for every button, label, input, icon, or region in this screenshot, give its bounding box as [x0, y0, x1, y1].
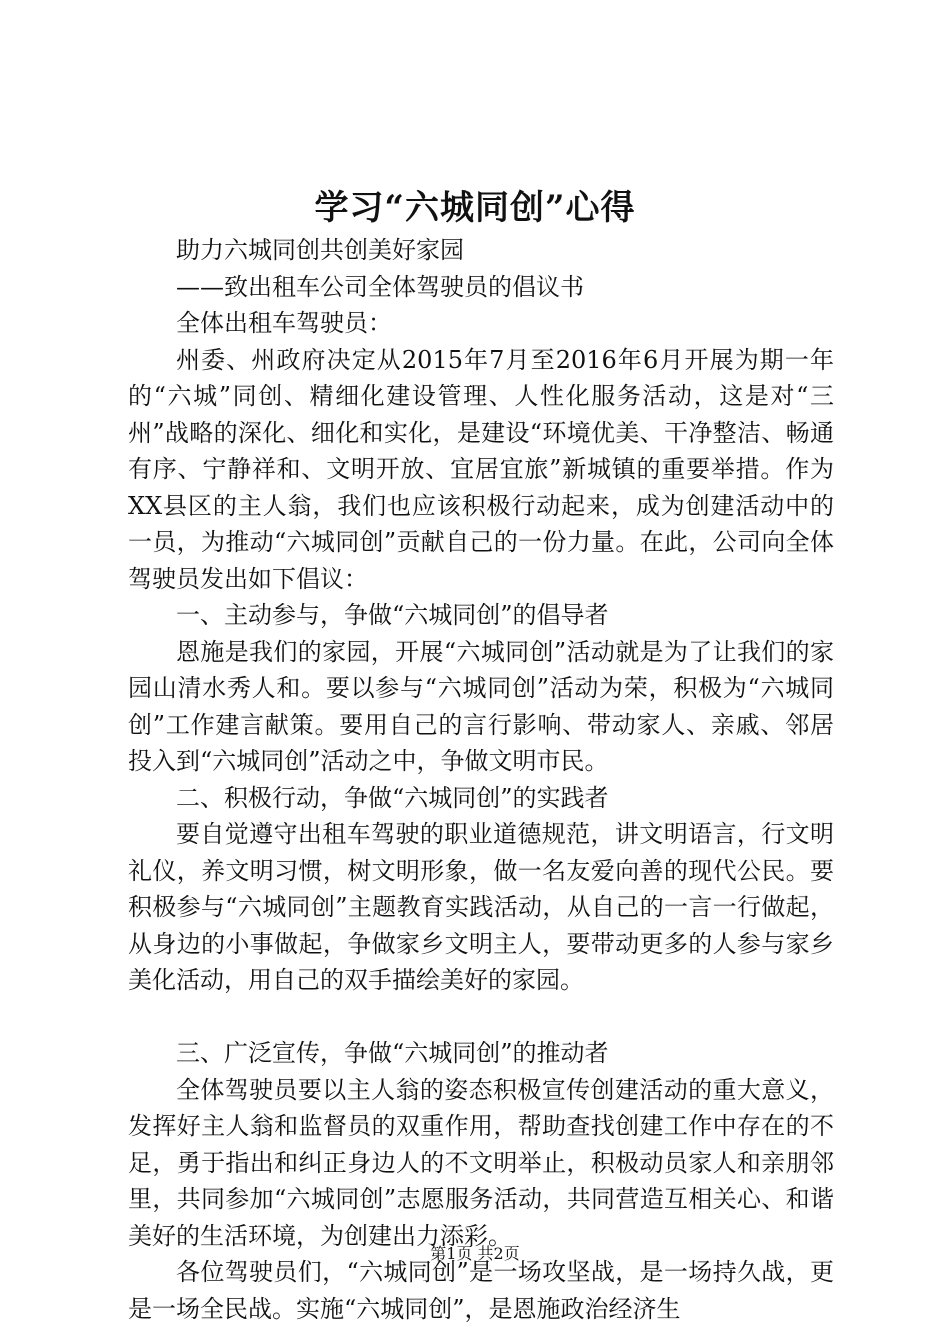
section-heading-3: 三、广泛宣传，争做“六城同创”的推动者 — [176, 1039, 609, 1067]
section-heading-1: 一、主动参与，争做“六城同创”的倡导者 — [176, 601, 609, 629]
section-body-2: 要自觉遵守出租车驾驶的职业道德规范，讲文明语言，行文明礼仪，养文明习惯，树文明形象，做一名友爱向善的现代公民。要积极参与“六城同创”主题教育实践活动，从自己的一言一行做起，从身边的小事做起，争做家乡文明主人，要带动更多的人参与家乡美化活动，用自己的双手描绘美好的家园。 — [128, 820, 834, 994]
paragraph-salutation: 全体出租车驾驶员： — [176, 309, 392, 337]
blank-line — [128, 999, 834, 1036]
page-footer: 第1页 共2页 — [430, 1244, 520, 1263]
paragraph-subheading: ——致出租车公司全体驾驶员的倡议书 — [176, 272, 584, 301]
section-heading-2: 二、积极行动，争做“六城同创”的实践者 — [176, 783, 609, 812]
section-body-1: 恩施是我们的家园，开展“六城同创”活动就是为了让我们的家园山清水秀人和。要以参与“六城同创”活动为荣，积极为“六城同创”工作建言献策。要用自己的言行影响、带动家人、亲戚、邻居投入到“六城同创”活动之中，争做文明市民。 — [128, 637, 834, 775]
document-title: 学习“六城同创”心得 — [314, 188, 636, 228]
paragraph-heading: 助力六城同创共创美好家园 — [176, 236, 464, 264]
paragraph-intro: 州委、州政府决定从2015年7月至2016年6月开展为期一年的“六城”同创、精细化建设管理、人性化服务活动，这是对“三州”战略的深化、细化和实化，是建设“环境优美、干净整洁、畅通有序、宁静祥和、文明开放、宜居宜旅”新城镇的重要举措。作为XX县区的主人翁，我们也应该积极行动起来，成为创建活动中的一员，为推动“六城同创”贡献自己的一份力量。在此，公司向全体驾驶员发出如下倡议： — [128, 345, 834, 593]
paragraph-closing: 各位驾驶员们，“六城同创”是一场攻坚战，是一场持久战，更是一场全民战。实施“六城同创”，是恩施政治经济生 — [128, 1258, 834, 1323]
section-body-3: 全体驾驶员要以主人翁的姿态积极宣传创建活动的重大意义，发挥好主人翁和监督员的双重作用，帮助查找创建工作中存在的不足，勇于指出和纠正身边人的不文明举止，积极动员家人和亲朋邻里，共同参加“六城同创”志愿服务活动，共同营造互相关心、和谐美好的生活环境，为创建出力添彩。 — [128, 1075, 834, 1250]
document-body — [128, 232, 834, 1327]
